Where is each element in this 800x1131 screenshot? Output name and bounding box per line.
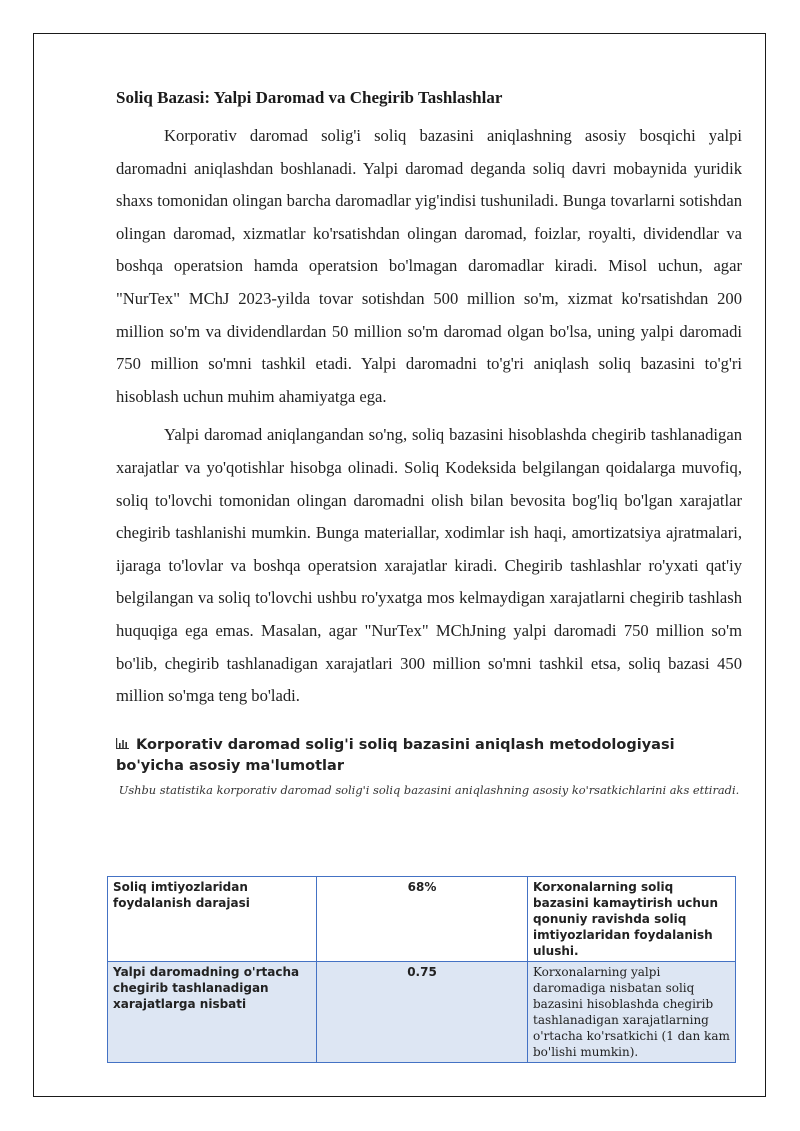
paragraph-1: Korporativ daromad solig'i soliq bazasini aniqlashning asosiy bosqichi yalpi daromadni aniqlashdan boshlanadi. Yalpi daromad deganda soliq davri mobaynida yuridik shaxs tomonidan olingan barcha daromadlar yig'indisi tushuniladi. Bunga tovarlarni sotishdan olingan daromad, xizmatlar ko'rsatishdan olingan daromad, foizlar, royalti, dividendlar va boshqa operatsion hamda operatsion bo'lmagan daromadlar kiradi. Misol uchun, agar "NurTex" MChJ 2023-yilda tovar sotishdan 500 million so'm, xizmat ko'rsatishdan 200 million so'm va dividendlardan 50 million so'm daromad olgan bo'lsa, uning yalpi daromadi 750 million so'mni tashkil etadi. Yalpi daromadni to'g'ri aniqlash soliq bazasini to'g'ri hisoblash uchun muhim ahamiyatga ega.: [116, 126, 742, 406]
row-label: Soliq imtiyozlaridan foydalanish darajasi: [108, 877, 317, 962]
statistics-table: [107, 876, 736, 1063]
row-description: Korxonalarning yalpi daromadiga nisbatan soliq bazasini hisoblashda chegirib tashlanadigan xarajatlarning o'rtacha ko'rsatkichi (1 dan kam bo'lishi mumkin).: [528, 962, 736, 1063]
document-body: [116, 88, 742, 805]
row-value: 68%: [317, 877, 528, 962]
statistics-title-text: Korporativ daromad solig'i soliq bazasini aniqlash metodologiyasi bo'yicha asosiy ma'lumotlar: [116, 736, 675, 774]
row-value: 0.75: [317, 962, 528, 1063]
bar-chart-icon: [116, 735, 132, 756]
statistics-title: [116, 735, 742, 777]
table-row: [108, 962, 736, 1063]
section-heading: Soliq Bazasi: Yalpi Daromad va Chegirib Tashlashlar: [116, 88, 503, 107]
paragraph-2: Yalpi daromad aniqlangandan so'ng, soliq bazasini hisoblashda chegirib tashlanadigan xarajatlar va yo'qotishlar hisobga olinadi. Soliq Kodeksida belgilangan qoidalarga muvofiq, soliq to'lovchi tomonidan olingan daromadni olish bilan bevosita bog'liq bo'lgan xarajatlar chegirib tashlanishi mumkin. Bunga materiallar, xodimlar ish haqi, amortizatsiya ajratmalari, ijaraga to'lovlar va boshqa operatsion xarajatlar kiradi. Chegirib tashlashlar ro'yxati qat'iy belgilangan va soliq to'lovchi ushbu ro'yxatga mos kelmaydigan xarajatlarni chegirib tashlash huquqiga ega emas. Masalan, agar "NurTex" MChJning yalpi daromadi 750 million so'm bo'lib, chegirib tashlanadigan xarajatlari 300 million so'mni tashkil etsa, soliq bazasi 450 million so'mga teng bo'ladi.: [116, 425, 742, 706]
row-label: Yalpi daromadning o'rtacha chegirib tashlanadigan xarajatlarga nisbati: [108, 962, 317, 1063]
row-description: Korxonalarning soliq bazasini kamaytirish uchun qonuniy ravishda soliq imtiyozlaridan foydalanish ulushi.: [528, 877, 736, 962]
statistics-subtitle: Ushbu statistika korporativ daromad solig'i soliq bazasini aniqlashning asosiy ko'rsatkichlarini aks ettiradi.: [118, 782, 740, 797]
table-row: [108, 877, 736, 962]
